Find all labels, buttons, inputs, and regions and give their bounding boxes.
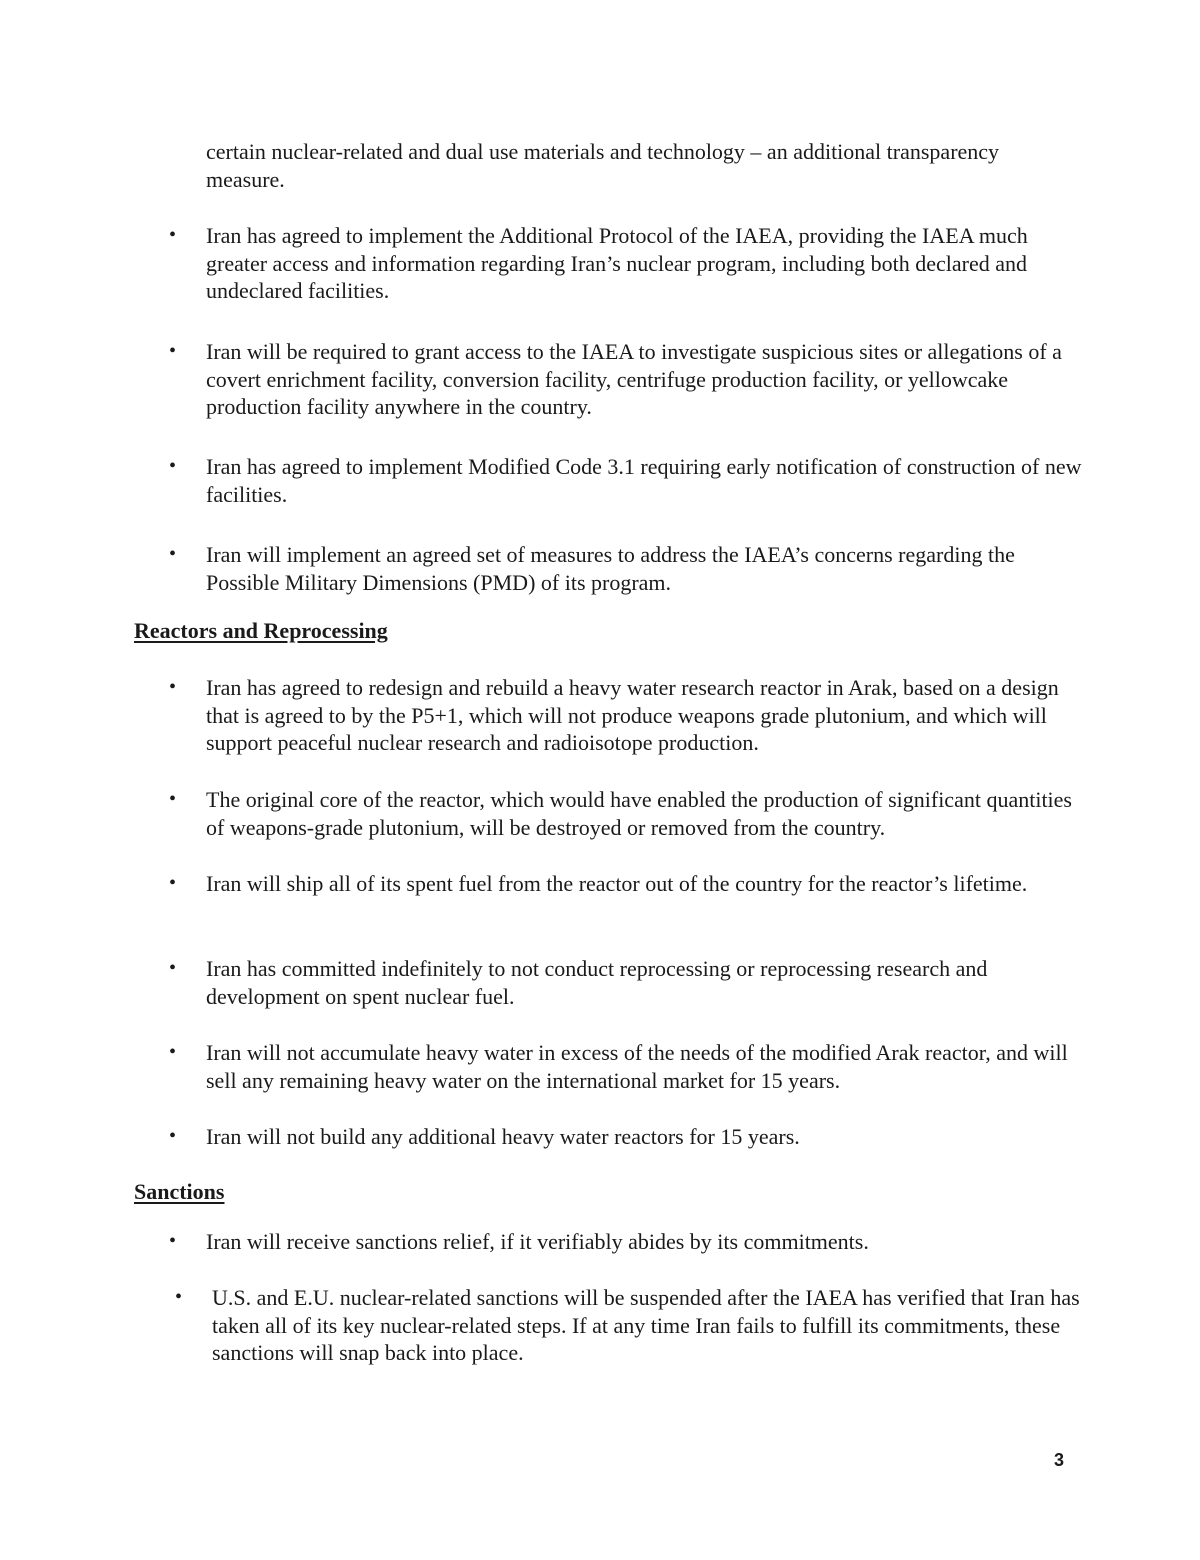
bullet-text: Iran has committed indefinitely to not conduct reprocessing or reprocessing research and development on spent nuclear fuel. bbox=[206, 956, 988, 1009]
bullet-icon: • bbox=[169, 1041, 177, 1063]
bullet-icon: • bbox=[169, 1125, 177, 1147]
bullet-text: U.S. and E.U. nuclear-related sanctions will be suspended after the IAEA has verified that Iran has taken all of its key nuclear-related steps. If at any time Iran fails to fulfill its commitments, these sanctions will snap back into place. bbox=[212, 1285, 1080, 1365]
bullet-text: Iran has agreed to implement the Additional Protocol of the IAEA, providing the IAEA much greater access and information regarding Iran’s nuclear program, including both declared and undeclared facilities. bbox=[206, 223, 1028, 303]
bullet-icon: • bbox=[169, 455, 177, 477]
bullet-icon: • bbox=[169, 340, 177, 362]
page-number: 3 bbox=[1054, 1450, 1065, 1470]
bullet-icon: • bbox=[175, 1286, 183, 1308]
continuation-paragraph: certain nuclear-related and dual use materials and technology – an additional transparency measure. bbox=[206, 139, 1000, 192]
bullet-icon: • bbox=[169, 543, 177, 565]
bullet-text: Iran will receive sanctions relief, if it verifiably abides by its commitments. bbox=[206, 1229, 869, 1254]
bullet-text: Iran has agreed to implement Modified Code 3.1 requiring early notification of construction of new facilities. bbox=[206, 454, 1082, 507]
section-heading-reactors: Reactors and Reprocessing bbox=[134, 618, 388, 643]
bullet-icon: • bbox=[169, 788, 177, 810]
bullet-text: Iran will not build any additional heavy water reactors for 15 years. bbox=[206, 1124, 800, 1149]
bullet-text: Iran will ship all of its spent fuel from the reactor out of the country for the reactor’s lifetime. bbox=[206, 871, 1028, 896]
bullet-text: Iran will implement an agreed set of measures to address the IAEA’s concerns regarding the Possible Military Dimensions (PMD) of its program. bbox=[206, 542, 1015, 595]
bullet-icon: • bbox=[169, 676, 177, 698]
bullet-text: Iran has agreed to redesign and rebuild a heavy water research reactor in Arak, based on a design that is agreed to by the P5+1, which will not produce weapons grade plutonium, and which will support peaceful nuclear research and radioisotope production. bbox=[206, 675, 1059, 755]
bullet-text: The original core of the reactor, which would have enabled the production of significant quantities of weapons-grade plutonium, will be destroyed or removed from the country. bbox=[206, 787, 1072, 840]
bullet-icon: • bbox=[169, 872, 177, 894]
bullet-text: Iran will not accumulate heavy water in excess of the needs of the modified Arak reactor, and will sell any remaining heavy water on the international market for 15 years. bbox=[206, 1040, 1068, 1093]
bullet-text: Iran will be required to grant access to the IAEA to investigate suspicious sites or allegations of a covert enrichment facility, conversion facility, centrifuge production facility, or yellowcake production facility anywhere in the country. bbox=[206, 339, 1062, 419]
bullet-icon: • bbox=[169, 957, 177, 979]
bullet-icon: • bbox=[169, 1230, 177, 1252]
bullet-icon: • bbox=[169, 224, 177, 246]
section-heading-sanctions: Sanctions bbox=[134, 1179, 225, 1204]
